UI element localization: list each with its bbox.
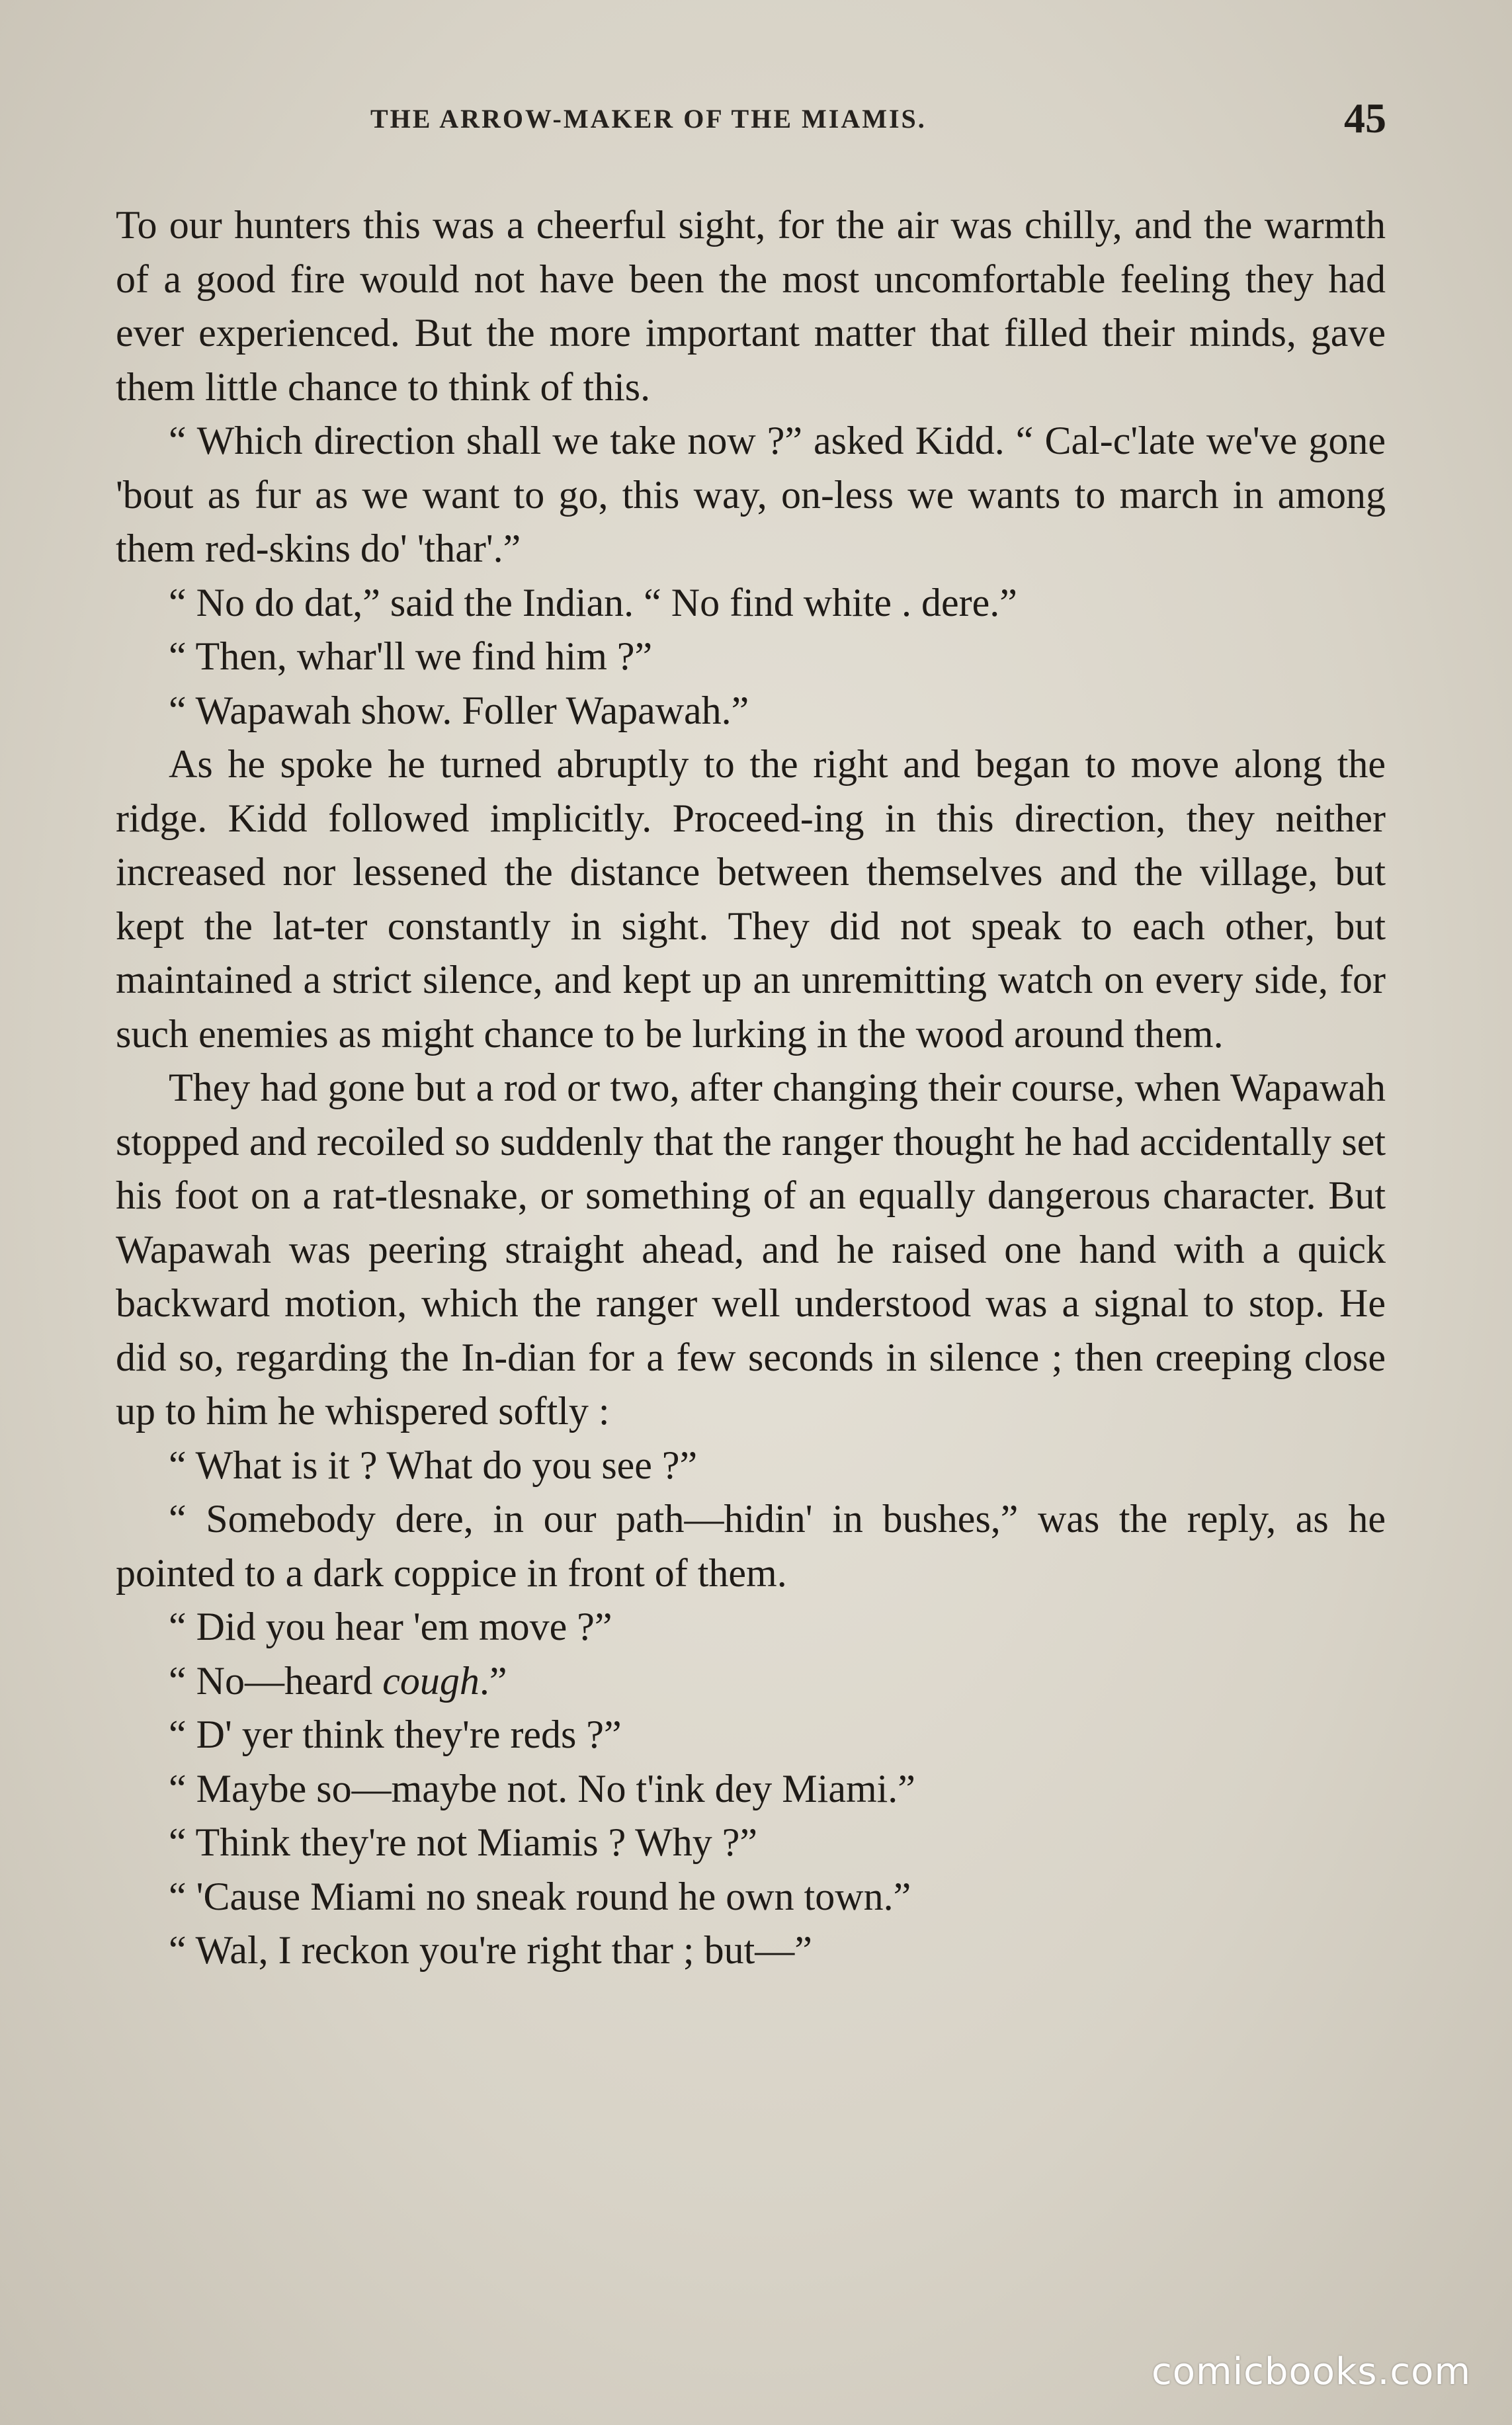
running-head: THE ARROW-MAKER OF THE MIAMIS. [370,104,927,134]
paragraph-text: “ No—heard [169,1658,383,1703]
page-header [116,95,1386,152]
paragraph: “ D' yer think they're reds ?” [169,1713,622,1756]
paragraph: “ Somebody dere, in our path—hidin' in bushes,” was the reply, as he pointed to a dark coppice in front of them. [116,1497,1386,1595]
paragraph: “ Then, whar'll we find him ?” [169,634,653,678]
page-number: 45 [1344,95,1386,142]
paragraph: “ What is it ? What do you see ?” [169,1443,698,1487]
paragraph: To our hunters this was a cheerful sight, for the air was chilly, and the warmth of a good fire would not have been the most uncomfortable feeling they had ever experienced. But the more important matter that filled their minds, gave them little chance to think of this. [116,203,1386,409]
paragraph: “ Did you hear 'em move ?” [169,1605,612,1648]
paragraph: “ Which direction shall we take now ?” asked Kidd. “ Cal-c'late we've gone 'bout as fur as we want to go, this way, on-less we wants to march in among them red-skins do' 'thar'.” [116,419,1386,570]
body-text [116,198,1386,1978]
paragraph-text: .” [479,1658,507,1703]
watermark: comicbooks.com [1151,2350,1471,2393]
paragraph [116,1654,1386,1709]
paragraph: “ Maybe so—maybe not. No t'ink dey Miami.” [169,1766,915,1810]
paragraph: They had gone but a rod or two, after changing their course, when Wapawah stopped and recoiled so suddenly that the ranger thought he had accidentally set his foot on a rat-tlesnake, or something of an equally dangerous character. But Wapawah was peering straight ahead, and he raised one hand with a quick backward motion, which the ranger well understood was a signal to stop. He did so, regarding the In-dian for a few seconds in silence ; then creeping close up to him he whispered softly : [116,1066,1386,1433]
paragraph: “ Think they're not Miamis ? Why ?” [169,1820,758,1864]
italic-word: cough [382,1658,480,1703]
paragraph: As he spoke he turned abruptly to the right and began to move along the ridge. Kidd followed implicitly. Proceed-ing in this direction, they neither increased nor lessened the distance between themselves and the village, but kept the lat-ter constantly in sight. They did not speak to each other, but maintained a strict silence, and kept up an unremitting watch on every side, for such enemies as might chance to be lurking in the wood around them. [116,742,1386,1056]
paragraph: “ Wapawah show. Foller Wapawah.” [169,688,749,732]
paragraph: “ No do dat,” said the Indian. “ No find white . dere.” [169,580,1017,624]
paragraph: “ 'Cause Miami no sneak round he own town.” [169,1874,911,1918]
paragraph: “ Wal, I reckon you're right thar ; but—” [169,1928,812,1972]
